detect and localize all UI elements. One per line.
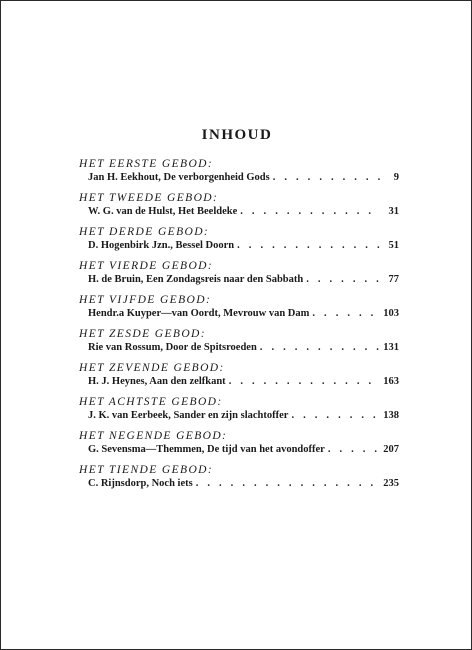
page-number: 9 [393,172,399,183]
dot-leader [306,273,380,286]
toc-entry-8 [79,396,399,430]
author-and-title: D. Hogenbirk Jzn., Bessel Doorn [88,240,235,251]
author-and-title: G. Sevensma—Themmen, De tijd van het avondoffer [88,444,325,455]
author-and-title: Hendr.a Kuyper—van Oordt, Mevrouw van Dam [88,308,310,319]
author-and-title: H. de Bruin, Een Zondagsreis naar den Sabbath [88,274,304,285]
commandment-heading: HET ZESDE GEBOD: [79,328,206,340]
toc-entry-3 [79,226,399,260]
dot-leader [291,409,380,422]
toc-line [88,307,399,320]
page-number: 138 [383,410,399,421]
page-number: 31 [388,206,399,217]
page-number: 207 [383,444,399,455]
dot-leader [240,205,380,218]
toc-line [88,409,399,422]
dot-leader [229,375,380,388]
commandment-heading: HET TIENDE GEBOD: [79,464,214,476]
commandment-heading: HET EERSTE GEBOD: [79,158,214,170]
commandment-heading: HET DERDE GEBOD: [79,226,210,238]
commandment-heading: HET ZEVENDE GEBOD: [79,362,225,374]
toc-line [88,341,399,354]
toc-entry-10 [79,464,399,498]
toc-entry-5 [79,294,399,328]
toc-line [88,273,399,286]
commandment-heading: HET NEGENDE GEBOD: [79,430,228,442]
dot-leader [328,443,380,456]
dot-leader [237,239,380,252]
page-number: 235 [383,478,399,489]
toc-entry-2 [79,192,399,226]
page-number: 51 [388,240,399,251]
author-and-title: W. G. van de Hulst, Het Beeldeke [88,206,238,217]
page-number: 103 [383,308,399,319]
page-number: 131 [383,342,399,353]
toc-line [88,205,399,218]
toc-entry-7 [79,362,399,396]
author-and-title: C. Rijnsdorp, Noch iets [88,478,193,489]
toc-line [88,375,399,388]
author-and-title: Rie van Rossum, Door de Spitsroeden [88,342,257,353]
dot-leader [196,477,380,490]
commandment-heading: HET VIERDE GEBOD: [79,260,214,272]
toc-entry-4 [79,260,399,294]
toc-entry-1 [79,158,399,192]
dot-leader [312,307,380,320]
author-and-title: J. K. van Eerbeek, Sander en zijn slachtoffer [88,410,289,421]
page-number: 77 [388,274,399,285]
toc-line [88,239,399,252]
table-of-contents [79,158,399,498]
author-and-title: Jan H. Eekhout, De verborgenheid Gods [88,172,270,183]
toc-line [88,477,399,490]
page-title: INHOUD [201,127,273,143]
commandment-heading: HET TWEEDE GEBOD: [79,192,219,204]
commandment-heading: HET ACHTSTE GEBOD: [79,396,223,408]
toc-entry-9 [79,430,399,464]
dot-leader [273,171,380,184]
dot-leader [260,341,380,354]
toc-entry-6 [79,328,399,362]
page-number: 163 [383,376,399,387]
commandment-heading: HET VIJFDE GEBOD: [79,294,212,306]
author-and-title: H. J. Heynes, Aan den zelfkant [88,376,226,387]
toc-line [88,171,399,184]
toc-line [88,443,399,456]
